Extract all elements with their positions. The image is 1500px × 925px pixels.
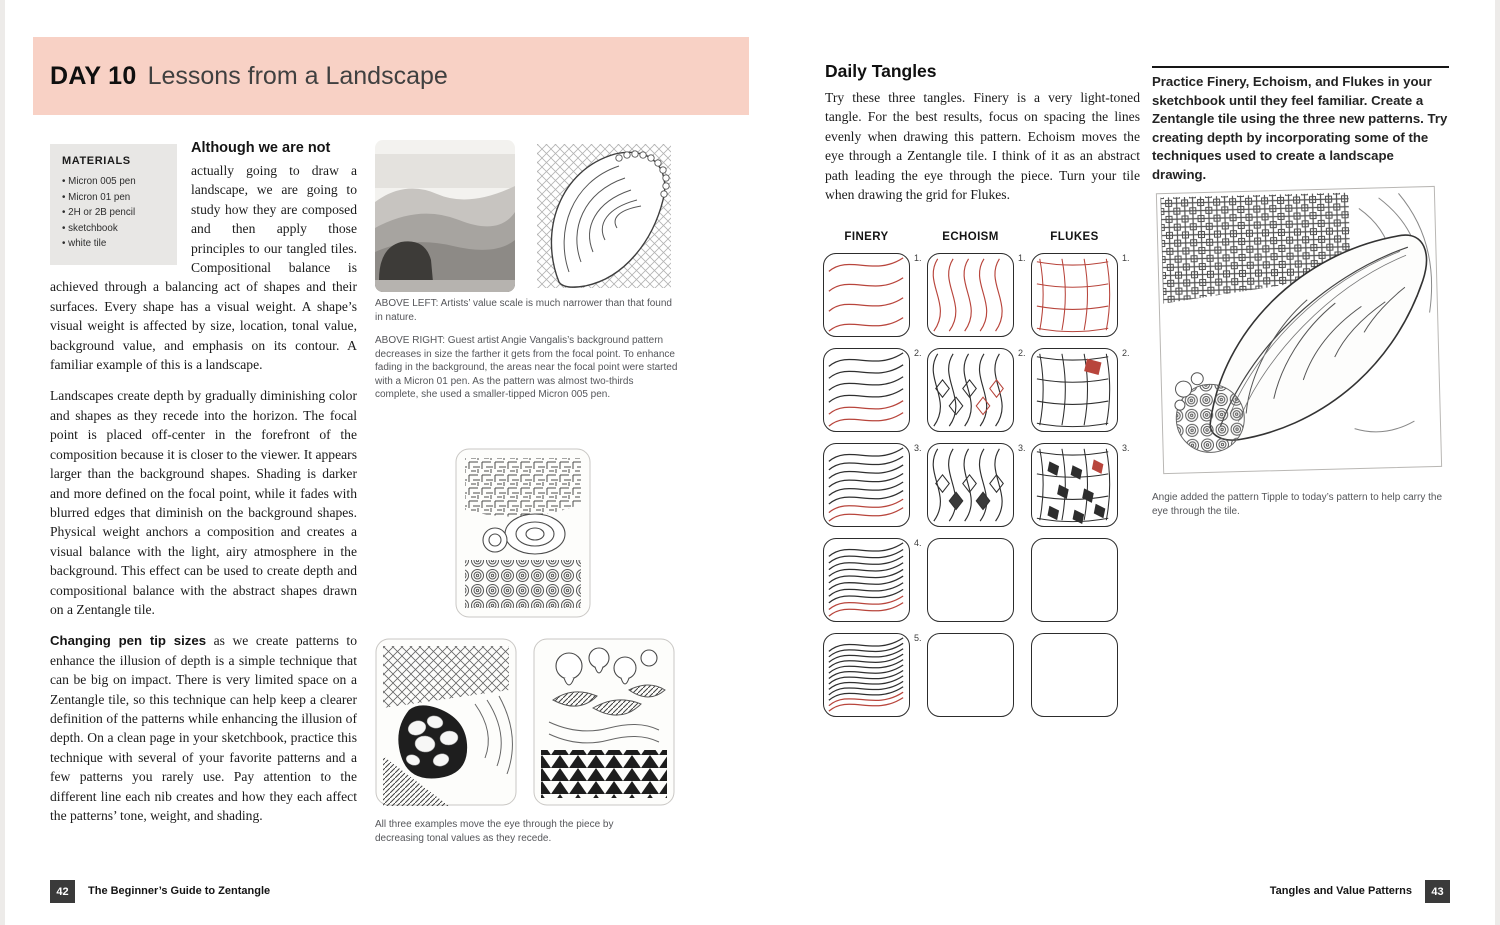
daily-tangles-heading: Daily Tangles xyxy=(825,61,937,81)
paragraph-text: as we create patterns to enhance the illusion of depth is a simple technique that can be big on impact. There is very limited space on a Zentangle tile, so this technique can help keep a clearer definition of the patterns while enhancing the illusion of depth. On a clean page in your sketchbook, practice this technique with several of your favorite patterns and a few patterns you rarely use. Pay attention to the different line each nib creates and how they each affect the patterns’ tone, weight, and shading. xyxy=(50,633,357,823)
step-number: 2. xyxy=(914,348,922,358)
material-item: • sketchbook xyxy=(62,221,167,237)
daily-tile-artwork xyxy=(1152,180,1449,483)
footer-section-title: Tangles and Value Patterns xyxy=(1269,885,1412,897)
tangle-step-tile-echoism-1 xyxy=(927,253,1014,337)
tangle-step-tile-echoism-3 xyxy=(927,443,1014,527)
day-label: DAY 10 xyxy=(50,61,137,90)
intro-text: actually going to draw a landscape, we are going to study how they are composed and then apply those principles to our tangled tiles. Compositional balance is achieved through a balancing act of shapes and their surfaces. Every shape has a visual weight. A shape’s visual weight is affected by size, location, tonal value, background value, and emphasis on its contour. A familiar example of this is a landscape. xyxy=(50,163,357,373)
tangle-step-tile-finery-1 xyxy=(823,253,910,337)
body-paragraph-2: Landscapes create depth by gradually diminishing color and shapes as they recede into the horizon. The focal point is placed off-center in the forefront of the composition because it is closer to the viewer. It appears larger than the background shapes. Shading is darker and more defined on the focal point, while it fades with blurred edges that diminish on the background shapes. Physical weight anchors a composition and creates a visual balance with the light, airy atmosphere in the background. This effect can be used to create depth and compositional balance with the abstract shapes drawn on a Zentangle tile. xyxy=(50,388,357,617)
tangle-step-tile-empty xyxy=(1031,538,1118,622)
step-number: 1. xyxy=(1018,253,1026,263)
tangle-step-tile-finery-5 xyxy=(823,633,910,717)
left-text-column xyxy=(50,139,357,837)
tile-example-2 xyxy=(375,638,517,806)
tangle-step-tile-flukes-1 xyxy=(1031,253,1118,337)
paragraph-lead: Changing pen tip sizes xyxy=(50,633,207,649)
material-item: • white tile xyxy=(62,236,167,252)
tangle-step-tile-finery-2 xyxy=(823,348,910,432)
landscape-value-study xyxy=(375,140,515,292)
step-number: 3. xyxy=(914,443,922,453)
material-item: • Micron 01 pen xyxy=(62,190,167,206)
footer-book-title: The Beginner’s Guide to Zentangle xyxy=(88,885,271,897)
page-number-right: 43 xyxy=(1425,880,1450,903)
tangle-step-tile-finery-3 xyxy=(823,443,910,527)
practice-note: Practice Finery, Echoism, and Flukes in your sketchbook until they feel familiar. Create a Zentangle tile using the three new patterns. Try creating depth by incorporating some of the techniques used to create a landscape drawing. xyxy=(1152,74,1448,182)
tangle-step-tile-empty xyxy=(927,538,1014,622)
step-number: 4. xyxy=(914,538,922,548)
page-edge-right xyxy=(1495,0,1500,925)
tangle-step-tile-flukes-2 xyxy=(1031,348,1118,432)
caption-daily-tile: Angie added the pattern Tipple to today’s pattern to help carry the eye through the tile. xyxy=(1152,492,1443,517)
daily-tangles-intro: Try these three tangles. Finery is a very light-toned tangle. For the best results, focus on spacing the lines evenly when drawing this pattern. Echoism moves the eye through a Zentangle tile. I think of it as an abstract path leading the eye through the piece. Turn your tile when drawing the grid for Flukes. xyxy=(825,90,1140,203)
material-item: • Micron 005 pen xyxy=(62,174,167,190)
tangle-step-tile-empty xyxy=(1031,633,1118,717)
step-number: 5. xyxy=(914,633,922,643)
page-edge-left xyxy=(0,0,5,925)
materials-box xyxy=(50,144,177,265)
tangle-column-header-flukes: FLUKES xyxy=(1050,231,1099,243)
body-paragraph-3 xyxy=(50,631,357,825)
material-item: • 2H or 2B pencil xyxy=(62,205,167,221)
page-number-left: 42 xyxy=(50,880,75,903)
tangle-column-header-echoism: ECHOISM xyxy=(942,231,999,243)
materials-title: MATERIALS xyxy=(62,155,131,167)
step-number: 2. xyxy=(1018,348,1026,358)
chapter-banner xyxy=(33,37,749,115)
tangle-step-tile-finery-4 xyxy=(823,538,910,622)
materials-list xyxy=(62,174,167,252)
caption-bottom: All three examples move the eye through the piece by decreasing tonal values as they recede. xyxy=(375,819,614,844)
tangle-column-header-finery: FINERY xyxy=(844,231,889,243)
tangle-step-tile-flukes-3 xyxy=(1031,443,1118,527)
tile-example-3 xyxy=(533,638,675,806)
step-number: 1. xyxy=(1122,253,1130,263)
step-number: 3. xyxy=(1122,443,1130,453)
step-number: 2. xyxy=(1122,348,1130,358)
caption-above-right: ABOVE RIGHT: Guest artist Angie Vangalis’s background pattern decreases in size the farther it gets from the focal point. To enhance fading in the background, the areas near the focal point were started with a Micron 01 pen. As the pattern was almost two-thirds complete, she used a smaller-tipped Micron 005 pen. xyxy=(375,335,678,401)
step-number: 3. xyxy=(1018,443,1026,453)
caption-above-left: ABOVE LEFT: Artists’ value scale is much narrower than that found in nature. xyxy=(375,298,672,323)
tangle-step-tile-echoism-2 xyxy=(927,348,1014,432)
tangle-step-tile-empty xyxy=(927,633,1014,717)
intro-heading: Although we are not xyxy=(191,140,331,156)
background-pattern-artwork xyxy=(533,140,675,292)
step-number: 1. xyxy=(914,253,922,263)
tile-example-1 xyxy=(455,448,591,618)
chapter-title: Lessons from a Landscape xyxy=(147,61,448,90)
divider-rule xyxy=(1152,66,1449,68)
